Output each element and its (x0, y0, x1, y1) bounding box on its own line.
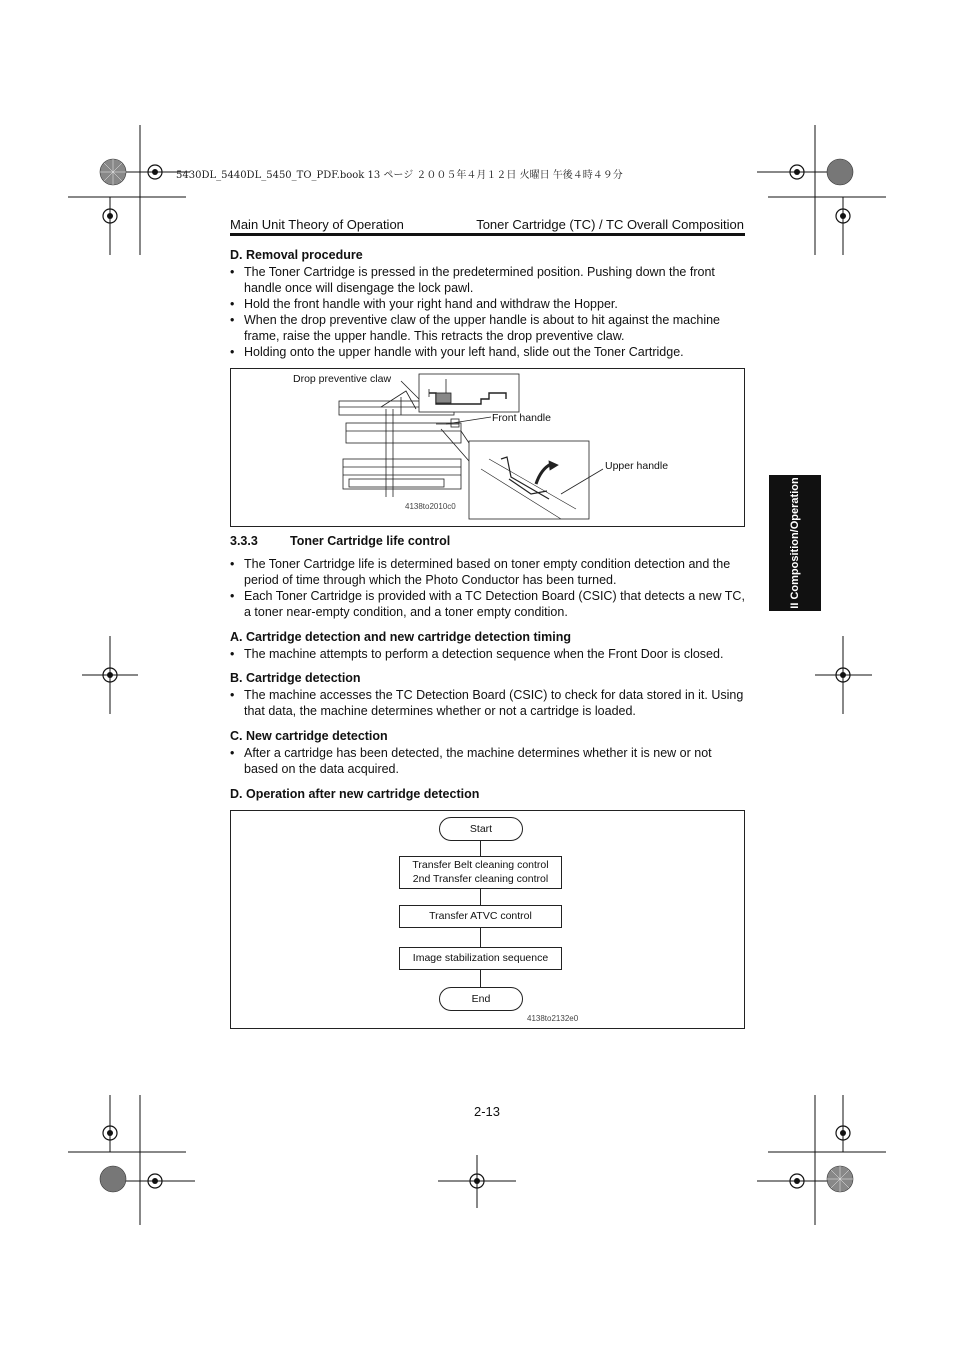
list-item: • After a cartridge has been detected, the machine determines whether it is new or not based on the data acquired. (230, 745, 745, 777)
flow-step-cleaning-line1: Transfer Belt cleaning control (412, 859, 549, 871)
header-rule (230, 233, 745, 236)
label-upper-handle: Upper handle (605, 460, 669, 472)
flow-end: End (439, 987, 523, 1011)
print-header: 5430DL_5440DL_5450_TO_PDF.book 13 ページ ２００５年４月１２日 火曜日 午後４時４９分 (176, 170, 623, 181)
flow-connector (480, 887, 481, 905)
section-number: 3.3.3 (230, 534, 258, 548)
flowchart (230, 810, 745, 1029)
subsection-c-list (230, 745, 745, 777)
section-title: Toner Cartridge life control (290, 534, 451, 548)
figure-code: 4138to2132e0 (527, 1014, 579, 1023)
removal-figure (230, 368, 745, 527)
flow-connector (480, 969, 481, 987)
flow-connector (480, 927, 481, 947)
subsection-b-list (230, 687, 745, 719)
subsection-d-heading: D. Operation after new cartridge detection (230, 787, 480, 801)
removal-list (230, 264, 745, 360)
subsection-a-heading: A. Cartridge detection and new cartridge detection timing (230, 630, 572, 644)
list-item: • When the drop preventive claw of the upper handle is about to hit against the machine frame, raise the upper handle. This retracts the drop preventive claw. (230, 312, 745, 344)
list-item: • The machine attempts to perform a detection sequence when the Front Door is closed. (230, 646, 745, 662)
running-header-right: Toner Cartridge (TC) / TC Overall Composition (476, 217, 744, 232)
subsection-b-heading: B. Cartridge detection (230, 671, 361, 685)
figure-code: 4138to2010c0 (405, 502, 456, 511)
page-number: 2-13 (474, 1104, 501, 1119)
flow-start: Start (439, 817, 523, 841)
removal-heading: D. Removal procedure (230, 248, 363, 262)
list-item: • Hold the front handle with your right hand and withdraw the Hopper. (230, 296, 745, 312)
label-front-handle: Front handle (492, 412, 551, 424)
subsection-c-heading: C. New cartridge detection (230, 729, 388, 743)
section-list (230, 556, 745, 620)
list-item: • Each Toner Cartridge is provided with a TC Detection Board (CSIC) that detects a new TC, a toner near-empty condition, and a toner empty condition. (230, 588, 745, 620)
flow-step-cleaning (399, 856, 562, 889)
flow-step-cleaning-line2: 2nd Transfer cleaning control (412, 873, 549, 885)
list-item: • The Toner Cartridge life is determined based on toner empty condition detection and the period of time through which the Photo Conductor has been turned. (230, 556, 745, 588)
running-header-left: Main Unit Theory of Operation (230, 217, 404, 232)
chapter-side-tab (769, 475, 821, 611)
flow-step-image-stabilization: Image stabilization sequence (399, 947, 562, 970)
list-item: • The Toner Cartridge is pressed in the predetermined position. Pushing down the front handle once will disengage the lock pawl. (230, 264, 745, 296)
list-item: • Holding onto the upper handle with your left hand, slide out the Toner Cartridge. (230, 344, 745, 360)
side-tab-label: II Composition/Operation (789, 477, 801, 609)
flow-connector (480, 839, 481, 857)
list-item: • The machine accesses the TC Detection Board (CSIC) to check for data stored in it. Using that data, the machine determines whether or not a cartridge is loaded. (230, 687, 745, 719)
label-drop-preventive-claw: Drop preventive claw (293, 373, 392, 385)
subsection-a-list (230, 646, 745, 662)
toner-cartridge-illustration (231, 369, 744, 526)
flow-step-atvc: Transfer ATVC control (399, 905, 562, 928)
